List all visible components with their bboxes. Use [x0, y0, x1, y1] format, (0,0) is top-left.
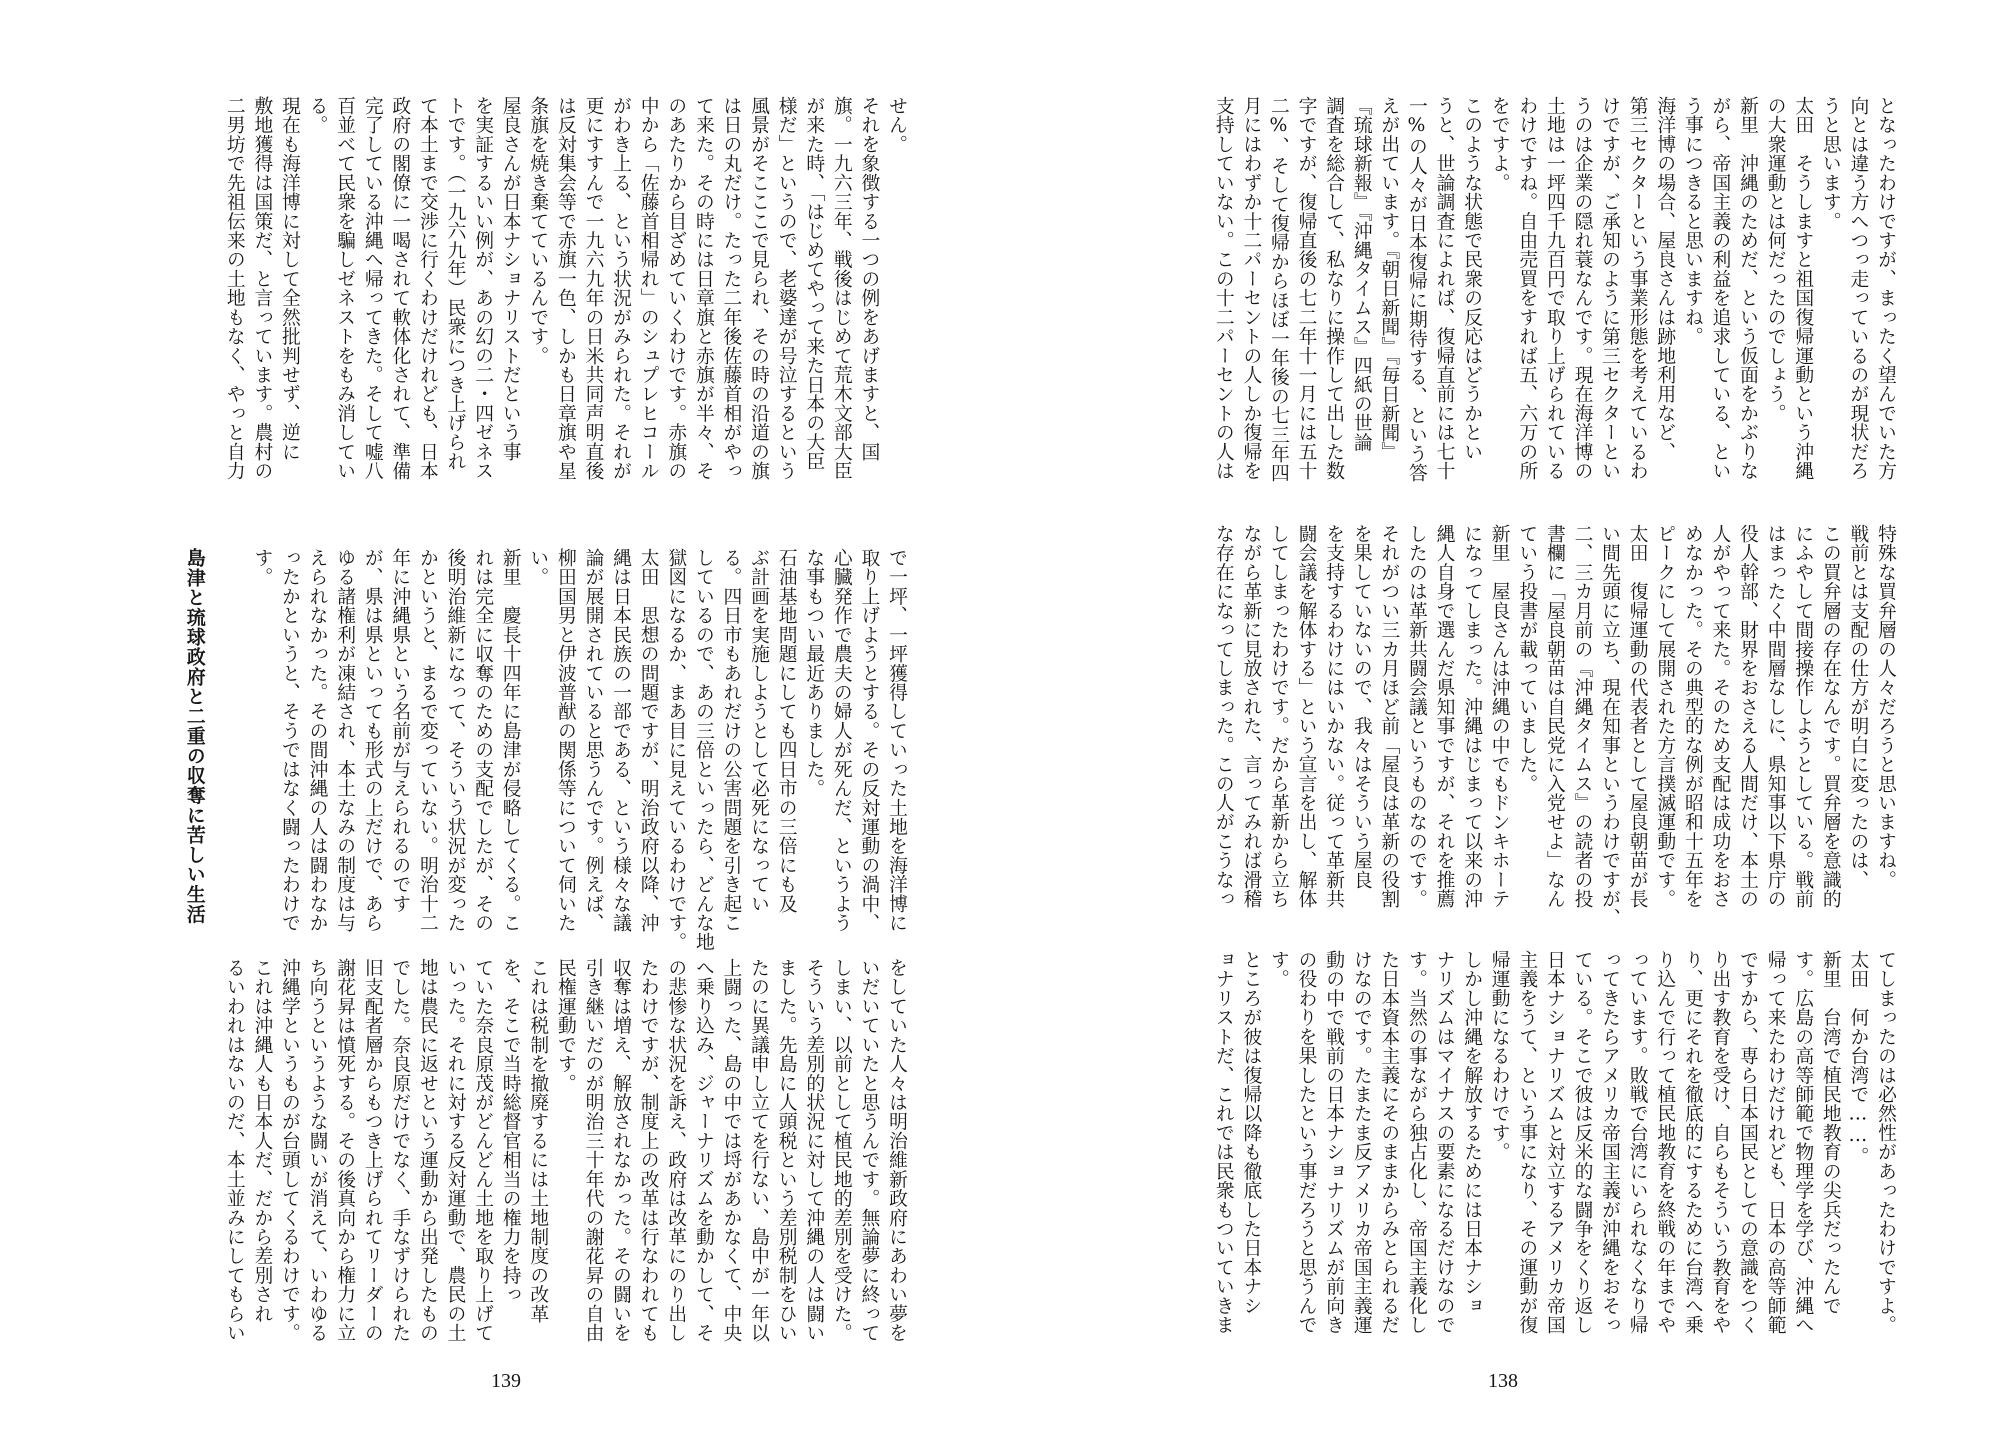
text-column: て来た。その時には日章旗と赤旗が半々、そ	[692, 96, 714, 481]
text-column: の大衆運動とは何だったのでしょう。	[1764, 96, 1786, 423]
text-column: 第三セクターという事業形態を考えているわ	[1626, 96, 1648, 481]
text-column: 引き継いだのが明治三十年代の謝花昇の自由	[582, 958, 604, 1343]
text-column: をですよ。	[1488, 96, 1510, 193]
text-column: 新里 沖縄のためだ、という仮面をかぶりな	[1737, 96, 1759, 481]
text-column: たわけですが、制度上の改革は行なわれても	[637, 958, 659, 1343]
text-column: な事もつい最近ありました。	[803, 548, 825, 798]
text-column: そういう差別的状況に対して沖縄の人は闘い	[803, 958, 825, 1343]
text-column: 民権運動です。	[554, 958, 576, 1093]
text-column: 調査を総合して、私なりに操作して出した数	[1323, 96, 1345, 481]
text-column: 縄人自身で選んだ県知事ですが、それを推薦	[1433, 524, 1455, 909]
text-column: い間先頭に立ち、現在知事というわけですが、	[1599, 524, 1621, 928]
text-column: 役人幹部、財界をおさえる人間だけ、本土の	[1737, 524, 1759, 909]
text-column: それがつい三カ月ほど前「屋良は革新の役割	[1378, 524, 1400, 909]
text-column: ピークにして展開された方言撲滅運動です。	[1654, 524, 1676, 909]
text-column: をしていた人々は明治維新政府にあわい夢を	[886, 958, 907, 1343]
text-column: 闘会議を解体する」という宣言を出し、解体	[1295, 524, 1317, 909]
text-column: を果していないので、我々はそういう屋良	[1350, 524, 1372, 889]
text-column: り出す教育を受け、自らもそういう教育をや	[1709, 950, 1731, 1335]
text-column: 土地は一坪四千九百円で取り上げられている	[1543, 96, 1565, 481]
text-column: るいわれはないのだ、本土並みにしてもらい	[223, 958, 245, 1343]
text-block-middle	[128, 548, 910, 966]
text-column: たのに異議申し立てを行ない、島中が一年以	[748, 958, 770, 1343]
text-column: せん。	[886, 96, 907, 154]
text-column: しまい、以前として植民地的差別を受けた。	[830, 958, 852, 1343]
text-column: ってきたらアメリカ帝国主義が沖縄をおそっ	[1599, 950, 1621, 1335]
text-column: これは沖縄人も日本人だ、だから差別され	[251, 958, 273, 1323]
text-column: この買弁層の存在なんです。買弁層を意識的	[1819, 524, 1841, 909]
text-column: り込んで行って植民地教育を終戦の年までや	[1654, 950, 1676, 1335]
text-column: いった。それに対する反対運動で、農民の土	[444, 958, 466, 1343]
text-column: は日の丸だけ。たった二年後佐藤首相がやっ	[720, 96, 742, 481]
text-column: 太田 思想の問題ですが、明治政府以降、沖	[637, 548, 659, 933]
section-heading: 島津と琉球政府と二重の収奪に苦しい生活	[183, 548, 206, 925]
text-column: を実証するいい例が、あの幻の二・四ゼネス	[472, 96, 494, 481]
text-column: 新里 慶長十四年に島津が侵略してくる。こ	[499, 548, 521, 933]
text-column: 屋良さんが日本ナショナリストだという事	[499, 96, 521, 461]
page-number: 138	[1488, 1370, 1518, 1392]
text-column: しているので、あの三倍といったら、どんな地	[692, 548, 714, 952]
text-column: た日本資本主義にそのままからみとられるだ	[1378, 950, 1400, 1335]
text-column: けなのです。たまたま反アメリカ帝国主義運	[1350, 950, 1372, 1335]
text-column: い。	[527, 548, 549, 587]
text-column: る。	[306, 96, 328, 135]
text-column: うと思います。	[1819, 96, 1841, 231]
text-column: を支持するわけにはいかない。従って革新共	[1323, 524, 1345, 909]
text-column: 上闘った、島の中では埒があかなくて、中央	[720, 958, 742, 1343]
text-column: これは税制を撤廃するには土地制度の改革	[527, 958, 549, 1323]
text-column: 日本ナショナリズムと対立するアメリカ帝国	[1543, 950, 1565, 1335]
text-column: このような状態で民衆の反応はどうかとい	[1461, 96, 1483, 461]
text-block-lower	[128, 958, 910, 1376]
text-column: が、県は県といっても形式の上だけで、あら	[361, 548, 383, 933]
text-column: 沖縄学というものが台頭してくるわけです。	[278, 958, 300, 1343]
text-block-upper	[1112, 96, 1899, 531]
text-column: 敷地獲得は国策だ、と言っています。農村の	[251, 96, 273, 481]
text-column: り、更にそれを徹底的にするために台湾へ乗	[1681, 950, 1703, 1335]
text-column: 中から「佐藤首相帰れ」のシュプレヒコール	[637, 96, 659, 481]
text-column: うのは企業の隠れ蓑なんです。現在海洋博の	[1571, 96, 1593, 481]
text-column: す。	[251, 548, 273, 587]
text-column: 向とは違う方へつっ走っているのが現状だろ	[1847, 96, 1869, 481]
text-block-lower	[1112, 950, 1899, 1370]
text-column: ている。そこで彼は反米的な闘争をくり返し	[1571, 950, 1593, 1335]
text-column: ナリズムはマイナスの要素になるだけなので	[1433, 950, 1455, 1335]
text-column: 帰って来たわけだけれども、日本の高等師範	[1764, 950, 1786, 1335]
text-column: ました。先島に人頭税という差別税制をひい	[775, 958, 797, 1343]
text-column: トです。（一九六九年）民衆につき上げられ	[444, 96, 466, 471]
text-column: 戦前とは支配の仕方が明白に変ったのは、	[1847, 524, 1869, 889]
text-column: 石油基地問題にしても四日市の三倍にも及	[775, 548, 797, 913]
text-column: 新里 屋良さんは沖縄の中でもドンキホーテ	[1488, 524, 1510, 909]
text-column: へ乗り込み、ジャーナリズムを動かして、そ	[692, 958, 714, 1343]
text-column: の役わりを果したという事だろうと思うんで	[1295, 950, 1317, 1335]
text-column: 縄は日本民族の一部である、という様々な議	[610, 548, 632, 933]
text-column: 収奪は増え、解放されなかった。その闘いを	[610, 958, 632, 1343]
text-column: 新里 台湾で植民地教育の尖兵だったんで	[1819, 950, 1841, 1315]
text-column: ていた奈良原茂がどんどん土地を取り上げて	[472, 958, 494, 1343]
text-block-middle	[1112, 524, 1899, 954]
text-column: けですが、ご承知のように第三セクターとい	[1599, 96, 1621, 481]
text-column: 動の中で戦前の日本ナショナリズムが前向き	[1323, 950, 1345, 1335]
text-column: す。当然の事ながら独占化し、帝国主義化し	[1405, 950, 1427, 1335]
text-column: がわき上る、という状況がみられた。それが	[610, 96, 632, 481]
text-column: 帰運動になるわけです。	[1488, 950, 1510, 1162]
right-page	[1000, 0, 2000, 1443]
text-column: 柳田国男と伊波普猷の関係等について伺いた	[554, 548, 576, 933]
page-number: 139	[491, 1370, 521, 1392]
text-column: ながら革新に見放された、言ってみれば滑稽	[1240, 524, 1262, 909]
text-column: ゆる諸権利が凍結され、本土なみの制度は与	[334, 548, 356, 933]
text-column: す。広島の高等師範で物理学を学び、沖縄へ	[1792, 950, 1814, 1335]
text-column: ところが彼は復帰以降も徹底した日本ナシ	[1240, 950, 1262, 1315]
text-column: の悲惨な状況を訴え、政府は改革にのり出し	[665, 958, 687, 1343]
text-column: 条旗を焼き棄てているんです。	[527, 96, 549, 365]
text-column: わけですね。自由売買をすれば五、六万の所	[1516, 96, 1538, 481]
text-column: っています。敗戦で台湾にいられなくなり帰	[1626, 950, 1648, 1335]
text-column: 一%の人々が日本復帰に期待する、という答	[1405, 96, 1427, 483]
text-column: で一坪、一坪獲得していった土地を海洋博に	[886, 548, 907, 933]
text-column: す。	[1267, 950, 1289, 989]
text-column: えられなかった。その間沖縄の人は闘わなか	[306, 548, 328, 933]
text-column: 太田 そうしますと祖国復帰運動という沖縄	[1792, 96, 1814, 481]
text-column: めなかった。その典型的な例が昭和十五年を	[1681, 524, 1703, 909]
text-column: ョナリストだ、これでは民衆もついていきま	[1212, 950, 1234, 1335]
text-column: 風景がそこここで見られ、その時の沿道の旗	[748, 96, 770, 481]
text-column: て本土まで交渉に行くわけだけれども、日本	[416, 96, 438, 481]
text-column: 論が展開されていると思うんです。例えば、	[582, 548, 604, 933]
text-column: 地は農民に返せという運動から出発したもの	[416, 958, 438, 1343]
text-column: 人がやって来た。そのため支配は成功をおさ	[1709, 524, 1731, 909]
text-column: しかし沖縄を解放するためには日本ナショ	[1461, 950, 1483, 1315]
text-column: 特殊な買弁層の人々だろうと思いますね。	[1875, 524, 1896, 889]
text-column: したのは革新共闘会議というものなのです。	[1405, 524, 1427, 909]
text-column: る。四日市もあれだけの公害問題を引き起こ	[720, 548, 742, 933]
text-column: 獄図になるか、まあ目に見えているわけです。	[665, 548, 687, 952]
text-column: うと、世論調査によれば、復帰直前には七十	[1433, 96, 1455, 481]
text-column: ぶ計画を実施しようとして必死になってい	[748, 548, 770, 913]
text-column: う事につきると思いますね。	[1681, 96, 1703, 346]
text-column: を、そこで当時総督官相当の権力を持っ	[499, 958, 521, 1304]
text-block-upper	[130, 96, 910, 531]
text-column: になってしまった。沖縄はじまって以来の沖	[1461, 524, 1483, 909]
text-column: ち向うというような闘いが消えて、いわゆる	[306, 958, 328, 1343]
text-column: でした。奈良原だけでなく、手なずけられた	[389, 958, 411, 1343]
text-column: 政府の閣僚に一喝されて軟体化されて、準備	[389, 96, 411, 481]
text-column: のあたりから目ざめていくわけです。赤旗の	[665, 96, 687, 481]
text-column: 心臓発作で農夫の婦人が死んだ、というよう	[830, 548, 852, 933]
text-column: 更にすすんで一九六九年の日米共同声明直後	[582, 96, 604, 481]
text-column: 後明治維新になって、そういう状況が変った	[444, 548, 466, 933]
text-column: 旗。一九六三年、戦後はじめて荒木文部大臣	[830, 96, 852, 481]
text-column: かというと、まるで変っていない。明治十二	[416, 548, 438, 933]
text-column: れは完全に収奪のための支配でしたが、その	[472, 548, 494, 933]
text-column: 現在も海洋博に対して全然批判せず、逆に	[278, 96, 300, 461]
text-column: にふやして間接操作しようとしている。戦前	[1792, 524, 1814, 909]
text-column: 月にはわずか十二パーセントの人しか復帰を	[1240, 96, 1262, 481]
text-column: がら、帝国主義の利益を追求している、とい	[1709, 96, 1731, 481]
text-column: 年に沖縄県という名前が与えられるのです	[389, 548, 411, 913]
text-column: いだいていたと思うんです。無論夢に終って	[858, 958, 880, 1343]
text-column: ていう投書が載っていました。	[1516, 524, 1538, 793]
text-column: 主義をうて、という事になり、その運動が復	[1516, 950, 1538, 1335]
text-column: が来た時、「はじめてやって来た日本の大臣	[803, 96, 825, 471]
text-column: な存在になってしまった。この人がこうなっ	[1212, 524, 1234, 909]
text-column: 『琉球新報』『沖縄タイムス』四紙の世論	[1350, 96, 1372, 452]
text-column: 書欄に「屋良朝苗は自民党に入党せよ」なん	[1543, 524, 1565, 909]
text-column: となったわけですが、まったく望んでいた方	[1875, 96, 1896, 481]
text-column: 二、三カ月前の『沖縄タイムス』の読者の投	[1571, 524, 1593, 909]
text-column: 海洋博の場合、屋良さんは跡地利用など、	[1654, 96, 1676, 461]
text-column: てしまったのは必然性があったわけですよ。	[1875, 950, 1896, 1335]
text-column: えが出ています。『朝日新聞』『毎日新聞』	[1378, 96, 1400, 462]
text-column: ったかというと、そうではなく闘ったわけで	[278, 548, 300, 933]
text-column: はまったく中間層なしに、県知事以下県庁の	[1764, 524, 1786, 909]
text-column: 二男坊で先祖伝来の土地もなく、やっと自力	[223, 96, 245, 481]
text-column: 謝花昇は憤死する。その後真向から権力に立	[334, 958, 356, 1343]
text-column: 太田 復帰運動の代表者として屋良朝苗が長	[1626, 524, 1648, 909]
text-column: それを象徴する一つの例をあげますと、国	[858, 96, 880, 461]
text-column: は反対集会等で赤旗一色、しかも日章旗や星	[554, 96, 576, 481]
text-column: 字ですが、復帰直後の七二年十一月には五十	[1295, 96, 1317, 481]
text-column: 支持していない。この十二パーセントの人は	[1212, 96, 1234, 481]
text-column: 二%、そして復帰からほぼ一年後の七三年四	[1267, 96, 1289, 483]
text-column: 百並べて民衆を騙しゼネストをもみ消してい	[334, 96, 356, 481]
text-column: ですから、専ら日本国民としての意識をつく	[1737, 950, 1759, 1335]
text-column: 完了している沖縄へ帰ってきた。そして嘘八	[361, 96, 383, 481]
text-column: 様だ」というので、老婆達が号泣するという	[775, 96, 797, 481]
text-column: 太田 何か台湾で……。	[1847, 950, 1869, 1166]
text-column: 旧支配者層からもつき上げられてリーダーの	[361, 958, 383, 1343]
text-column: 取り上げようとする。その反対運動の渦中、	[858, 548, 880, 933]
text-column: してしまったわけです。だから革新から立ち	[1267, 524, 1289, 909]
